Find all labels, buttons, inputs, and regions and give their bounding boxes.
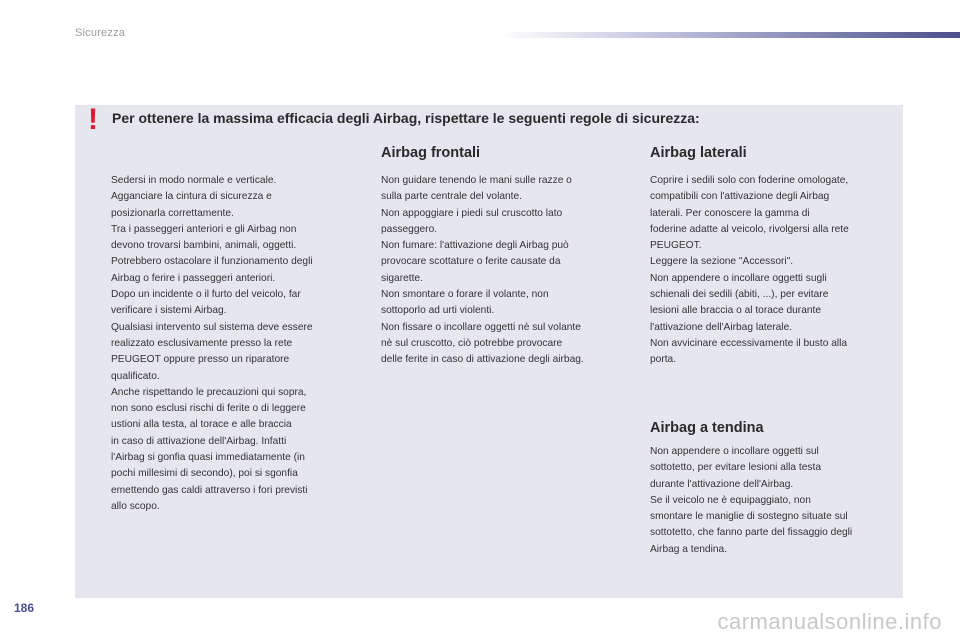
text-line: qualificato. [111,370,160,382]
text-line: provocare scottature o ferite causate da [381,256,561,268]
text-line: Airbag a tendina. [650,543,728,555]
text-line: emettendo gas caldi attraverso i fori previsti [111,484,308,496]
frontali-text [381,173,636,369]
text-line: sigarette. [381,272,423,284]
text-line: Coprire i sedili solo con foderine omologate, [650,175,849,186]
text-line: Non smontare o forare il volante, non [381,289,549,301]
text-line: Se il veicolo ne è equipaggiato, non [650,494,811,506]
text-line: porta. [650,354,677,366]
text-line: sulla parte centrale del volante. [381,191,523,203]
text-line: Non guidare tenendo le mani sulle razze o [381,175,572,186]
text-line: schienali dei sedili (abiti, ...), per evitare [650,289,829,301]
text-line: pochi millesimi di secondo), poi si sgonfia [111,468,298,480]
text-line: Non appoggiare i piedi sul cruscotto lato [381,207,563,219]
header-accent-bar [500,32,960,38]
text-line: smontare le maniglie di sostegno situate sul [650,511,848,523]
section-label: Sicurezza [75,27,126,39]
text-line: sottotetto, per evitare lesioni alla testa [650,462,822,474]
text-line: Qualsiasi intervento sul sistema deve essere [111,321,313,333]
text-line: Non fissare o incollare oggetti nè sul volante [381,321,581,333]
text-line: non sono esclusi rischi di ferite o di leggere [111,403,306,415]
watermark: carmanualsonline.info [717,609,942,634]
warning-icon: ! [88,103,98,136]
text-line: Agganciare la cintura di sicurezza e [111,191,272,203]
general-rules-text [111,173,361,515]
text-line: nè sul cruscotto, ciò potrebbe provocare [381,337,563,349]
text-line: allo scopo. [111,500,160,512]
text-line: Dopo un incidente o il furto del veicolo, far [111,289,301,301]
text-line: verificare i sistemi Airbag. [111,305,227,317]
text-line: ustioni alla testa, al torace e alle braccia [111,419,292,431]
text-line: lesioni alle braccia o al torace durante [650,305,822,317]
text-line: laterali. Per conoscere la gamma di [650,207,810,219]
text-line: sottotetto, che fanno parte del fissaggio degli [650,527,853,539]
text-line: devono trovarsi bambini, animali, oggetti. [111,240,297,252]
tendina-text [650,444,900,558]
text-line: passeggero. [381,223,438,235]
text-line: sottoporlo ad urti violenti. [381,305,495,317]
text-line: compatibili con l'attivazione degli Airbag [650,191,830,203]
text-line: l'attivazione dell'Airbag laterale. [650,321,793,333]
text-line: delle ferite in caso di attivazione degli airbag. [381,354,584,366]
text-line: foderine adatte al veicolo, rivolgersi alla rete [650,223,849,235]
text-line: realizzato esclusivamente presso la rete [111,337,293,349]
text-line: Anche rispettando le precauzioni qui sopra, [111,386,307,398]
text-line: Sedersi in modo normale e verticale. [111,175,277,186]
page-number: 186 [14,601,35,615]
text-line: PEUGEOT. [650,240,702,252]
text-line: l'Airbag si gonfia quasi immediatamente (in [111,452,305,464]
text-line: Potrebbero ostacolare il funzionamento degli [111,256,313,268]
panel-title: Per ottenere la massima efficacia degli Airbag, rispettare le seguenti regole di sicurezza: [112,110,700,126]
text-line: Non appendere o incollare oggetti sul [650,446,819,457]
text-line: Airbag o ferire i passeggeri anteriori. [111,272,276,284]
text-line: Non appendere o incollare oggetti sugli [650,272,827,284]
text-line: Non avvicinare eccessivamente il busto alla [650,337,848,349]
text-line: Leggere la sezione "Accessori". [650,256,794,268]
heading-airbag-frontali: Airbag frontali [381,145,481,161]
text-line: PEUGEOT oppure presso un riparatore [111,354,290,366]
heading-airbag-tendina: Airbag a tendina [650,420,764,436]
text-line: in caso di attivazione dell'Airbag. Infatti [111,435,287,447]
text-line: Tra i passeggeri anteriori e gli Airbag non [111,223,297,235]
text-line: posizionarla correttamente. [111,207,234,219]
laterali-text [650,173,900,369]
text-line: Non fumare: l'attivazione degli Airbag può [381,240,569,252]
heading-airbag-laterali: Airbag laterali [650,145,747,161]
text-line: durante l'attivazione dell'Airbag. [650,478,794,490]
